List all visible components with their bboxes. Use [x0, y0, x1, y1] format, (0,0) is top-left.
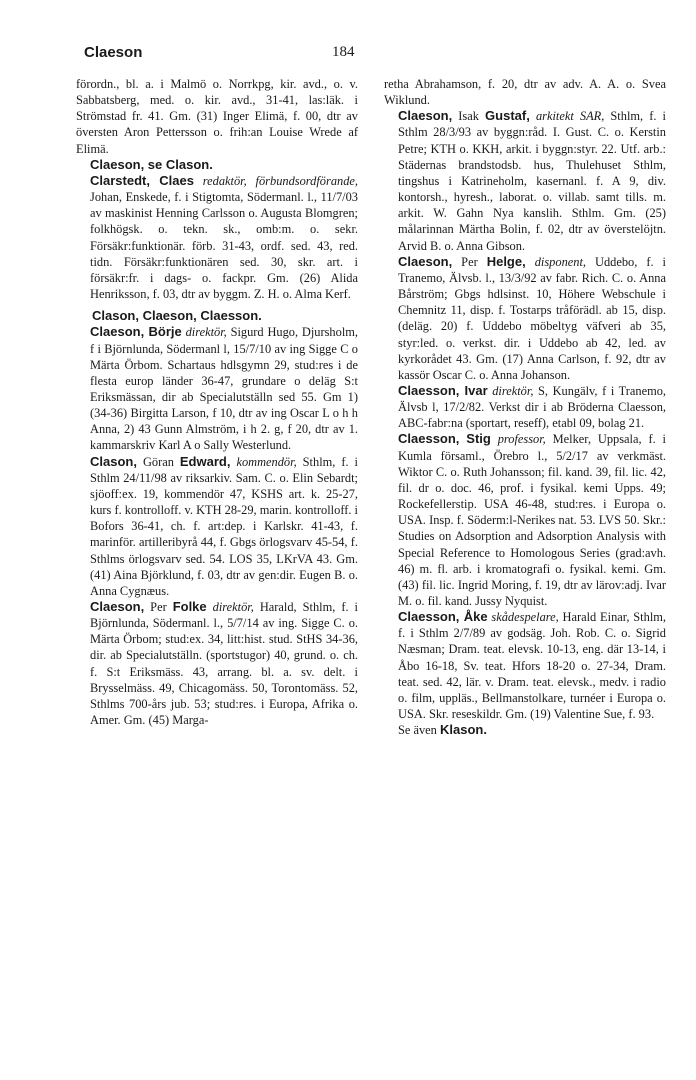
entry-name-given: Edward,	[179, 453, 231, 469]
entry-see-also: Se även Klason.	[398, 722, 487, 738]
entry-occupation: direktör,	[492, 383, 534, 398]
entry-continuation: förordn., bl. a. i Malmö o. Norrkpg, kir. avd., o. v. Sabbatsberg, med. o. kir. avd., 31-41, las:läk. i Strömstad fr. 41. Gm. (31) Inger Elimä, f. 00, dtr av översten Aron Pettersson o. frih:an Louise Wrede af Elimä.	[76, 77, 358, 156]
entry-text: Sthlm, f. i Sthlm 28/3/93 av byggn:råd. I. Gust. C. o. Kerstin Petre; KTH o. KKH, arkit. i byggn:styr. 22. Utf. arb.: Städernas brandstodsb. hus, Thulehuset Sthlm, tingshus i Katrineholm, kasernanl. f. A 9, div. kontorsh., hyresh., laborat. o. villab. samt tills. m. arkit. W. Gahn Nya kanslih. Sthlm. Gm. (25) målarinnan Märtha Bolin, f. 02, dtr av överstelöjtn. Arvid B. o. Anna Gibson.	[398, 109, 666, 253]
entry-occupation: arkitekt SAR,	[535, 109, 605, 124]
entry-claeson-see: Claeson, se Clason.	[90, 156, 213, 172]
entry-occupation: skådespelare,	[491, 610, 559, 625]
entry-name: Claesson, Åke	[398, 609, 488, 625]
running-header	[76, 44, 666, 66]
entry-claeson-helge: Claeson, Per Helge, disponent, Uddebo, f. i Tranemo, Älvsb. l., 13/3/92 av fabr. Rich. C. o. Anna Bårström; Gbgs hdlsinst. 10, Höhere Webschule i Chemnitz 11, disp. f. Tostarps tråförädl. ab 15, disp. (deläg. 20) f. Uddebo möbeltyg väfveri ab 35, styr:led. o. verkst. dir. i Uddebo ab 42, led. av kyrkorådet 43. Gm. (17) Anna Carlson, f. 92, dtr av kassör Oscar C. o. Anna Johanson.	[398, 253, 666, 382]
entry-text: Johan, Enskede, f. i Stigtomta, Södermanl. l., 11/7/03 av maskinist Henning Carlsson o. Augusta Blomgren; folkhögsk. o. tekn. sk., omb:m. o. sekr. Försäkr:funktionär. förb. 31-43, ordf. sed. 43, red. tidn. Försäkr:funktionären sed. 30, skr. art. i försäkr:fr. i dags- o. fackpr. Gm. (26) Alida Henriksson, f. 03, dtr av byggm. Z. H. o. Alma Kerf.	[90, 190, 358, 302]
entry-clarstedt	[76, 173, 358, 302]
entry-continuation: retha Abrahamson, f. 20, dtr av adv. A. A. o. Svea Wiklund.	[384, 77, 666, 108]
entry-occupation: kommendör,	[236, 454, 297, 469]
entry-claeson-borje	[76, 324, 358, 453]
entry-name: Clarstedt, Claes	[90, 172, 194, 188]
entry-name: Klason.	[439, 722, 487, 738]
entry-text: S, Kungälv, f i Tranemo, Älvsb l, 17/2/82. Verkst dir i ab Bröderna Claesson, ABC-fabr:na (sportart, reseff), etabl 09, bolag 21.	[398, 383, 667, 431]
entry-name-given: Gustaf,	[485, 108, 530, 124]
entry-occupation: direktör,	[212, 600, 254, 614]
entry-occupation: professor,	[497, 432, 546, 447]
entry-name: Claeson,	[90, 599, 145, 614]
page-number: 184	[332, 44, 355, 60]
entry-occupation: redaktör, förbundsordförande,	[202, 173, 358, 188]
entry-name-given: Helge,	[486, 253, 526, 269]
entry-name: Claesson,	[398, 431, 460, 447]
entry-claesson-ake	[384, 609, 666, 722]
entry-text: Sigurd Hugo, Djursholm, f i Björnlunda, Södermanl l, 15/7/10 av ing Sigge C o Märta Örbom. Schartaus hdlsgymn 29, stud:res i de flesta europ länder 36-47, grundare o deläg S:t Eriksmässan, dir ab Specialutställn sed 55. Gm 1) (34-36) Birgitta Larson, f 10, dtr av ing Oscar L o h h Anna, 2) 43 Gunn Almström, i h 2. g, f 20, dtr av 1. kammarskriv Karl A o Sally Westerlund.	[90, 325, 358, 453]
entry-claesson-stig	[384, 431, 666, 609]
entry-claesson-ivar	[384, 383, 666, 431]
entry-name: Claeson, Börje	[90, 324, 182, 340]
entry-name-given: Folke	[172, 599, 207, 614]
entry-occupation: disponent,	[534, 254, 586, 269]
entry-text: Harald, Sthlm, f. i Björnlunda, Södermanl. l., 5/7/14 av ing. Sigge C. o. Märta Örbom; stud:ex. 34, litt:hist. stud. StHS 34-36, dir. ab Specialutställn. (sportstugor) 40, grund. o. ch. f. S:t Eriksmäss. 43, arrang. bl. a. sv. delt. i Brysselmäss. 49, Chicagomäss. 50, Torontomäss. 52, Sthlms 700-års jub. 53; stud:res. i Europa, Afrika o. Amer. Gm. (45) Marga-	[90, 600, 358, 728]
entry-text: Melker, Uppsala, f. i Kumla församl., Örebro l., 5/2/17 av verkmäst. Wiktor C. o. Ruth Johansson; fil. kand. 39, fil. lic. 42, fil. dr o. doc. 46, prof. i fysikal. kemi Upps. 49; Rockefellerstip. USA 46-48, stud:res. i Europa o. USA. Insp. f. Söderm:l-Nerikes nat. 53. LVS 50. Skr.: Studies on Adsorption and Adsorption Analysis with Special Reference to Homologous Series (grad:avh. 46) m. fl. arb. i kromatografi o. fysikal. kemi. Gm. (43) fil. lic. Ingrid Moring, f. 19, dtr av lärov:adj. Ivar M. o. fil. kand. Jussy Nyquist.	[398, 432, 666, 608]
entry-text: Uddebo, f. i Tranemo, Älvsb. l., 13/3/92 av fabr. Rich. C. o. Anna Bårström; Gbgs hdlsinst. 10, Höhere Webschule i Chemnitz 11, disp. f. Tostarps tråförädl. ab 15, disp. (deläg. 20) f. Uddebo möbeltyg väfveri ab 35, styr:led. o. verkst. dir. i Uddebo ab 42, led. av kyrkorådet 43. Gm. (17) Anna Carlson, f. 92, dtr av kassör Oscar C. o. Anna Johanson.	[398, 254, 666, 382]
entry-claeson-folke: Claeson, Per Folke direktör, Harald, Sthlm, f. i Björnlunda, Södermanl. l., 5/7/14 av ing. Sigge C. o. Märta Örbom; stud:ex. 34, litt:hist. stud. StHS 34-36, dir. ab Specialutställn. (sportstugor) 40, grund. o. ch. f. S:t Eriksmäss. 43, arrang. bl. a. sv. delt. i Brysselmäss. 49, Chicagomäss. 50, Torontomäss. 52, Sthlms 700-års jub. 53; stud:res. i Europa, Afrika o. Amer. Gm. (45) Marga-	[90, 599, 358, 728]
running-head: Claeson	[84, 44, 143, 61]
entry-text: Sthlm, f. i Sthlm 24/11/98 av riksarkiv. Sam. C. o. Elin Sebardt; sjöoff:ex. 19, kommendör 47, KSHS art. k. 25-27, kurs f. kontrolloff. v. KTH 28-29, marin. kontrolloff. i Bofors 36-41, ch. f. art:dep. i Karlskr. 41-43, f. marinför. artilleribyrå 44, f. Gbgs örlogsvarv 45-54, f. Sthlms örlogsvarv sed. 54. LOS 35, LKrVA 43. Gm. (41) Aina Björklund, f. 03, dtr av gen:dir. Eugen B. o. Anna Cygnæus.	[90, 454, 358, 598]
entry-name: Claeson,	[398, 108, 453, 124]
section-heading: Clason, Claeson, Claesson.	[92, 308, 262, 324]
entry-name-given: Stig	[466, 431, 491, 447]
left-column	[76, 76, 358, 728]
entry-clason-edward: Clason, Göran Edward, kommendör, Sthlm, f. i Sthlm 24/11/98 av riksarkiv. Sam. C. o. Elin Sebardt; sjöoff:ex. 19, kommendör 47, KSHS art. k. 25-27, kurs f. kontrolloff. v. KTH 28-29, marin. kontrolloff. i Bofors 36-41, ch. f. art:dep. i Karlskr. 41-43, f. marinför. artilleribyrå 44, f. Gbgs örlogsvarv 45-54, f. Sthlms örlogsvarv sed. 54. LOS 35, LKrVA 43. Gm. (41) Aina Björklund, f. 03, dtr av gen:dir. Eugen B. o. Anna Cygnæus.	[90, 453, 358, 598]
entry-occupation: direktör,	[185, 325, 227, 340]
entry-name: Clason,	[90, 453, 137, 469]
entry-name: Claeson,	[398, 253, 453, 269]
entry-text: Harald Einar, Sthlm, f. i Sthlm 2/7/89 av godsäg. Joh. Rob. C. o. Sigrid Næsman; Dram. teat. elevsk. 10-13, eng. där 13-14, i Åbo 16-18, Sv. teat. Hfors 18-20 o. 27-34, Dram. teat. sed. 42, lär. v. Dram. teat. elevsk., medv. i radio o. film, uppläs., Bellmanstolkare, turnéer i Europa o. USA. Skr. reseskildr. Gm. (19) Valentine Sue, f. 93.	[398, 610, 666, 722]
entry-claeson-gustaf: Claeson, Isak Gustaf, arkitekt SAR, Sthlm, f. i Sthlm 28/3/93 av byggn:råd. I. Gust. C. o. Kerstin Petre; KTH o. KKH, arkit. i byggn:styr. 22. Utf. arb.: Städernas brandstodsb. hus, Thulehuset Sthlm, tingshus i Katrineholm, kasernanl. f. A 9, div. kontorsh., hyresh., laborat. o. villab. samt tills. m. arkit. W. Gahn Nya kanslih. Sthlm. Gm. (25) målarinnan Märtha Bolin, f. 02, dtr av överstelöjtn. Arvid B. o. Anna Gibson.	[398, 108, 666, 253]
entry-name: Claeson,	[90, 156, 145, 172]
right-column	[384, 76, 666, 738]
entry-name: Claesson, Ivar	[398, 382, 488, 398]
